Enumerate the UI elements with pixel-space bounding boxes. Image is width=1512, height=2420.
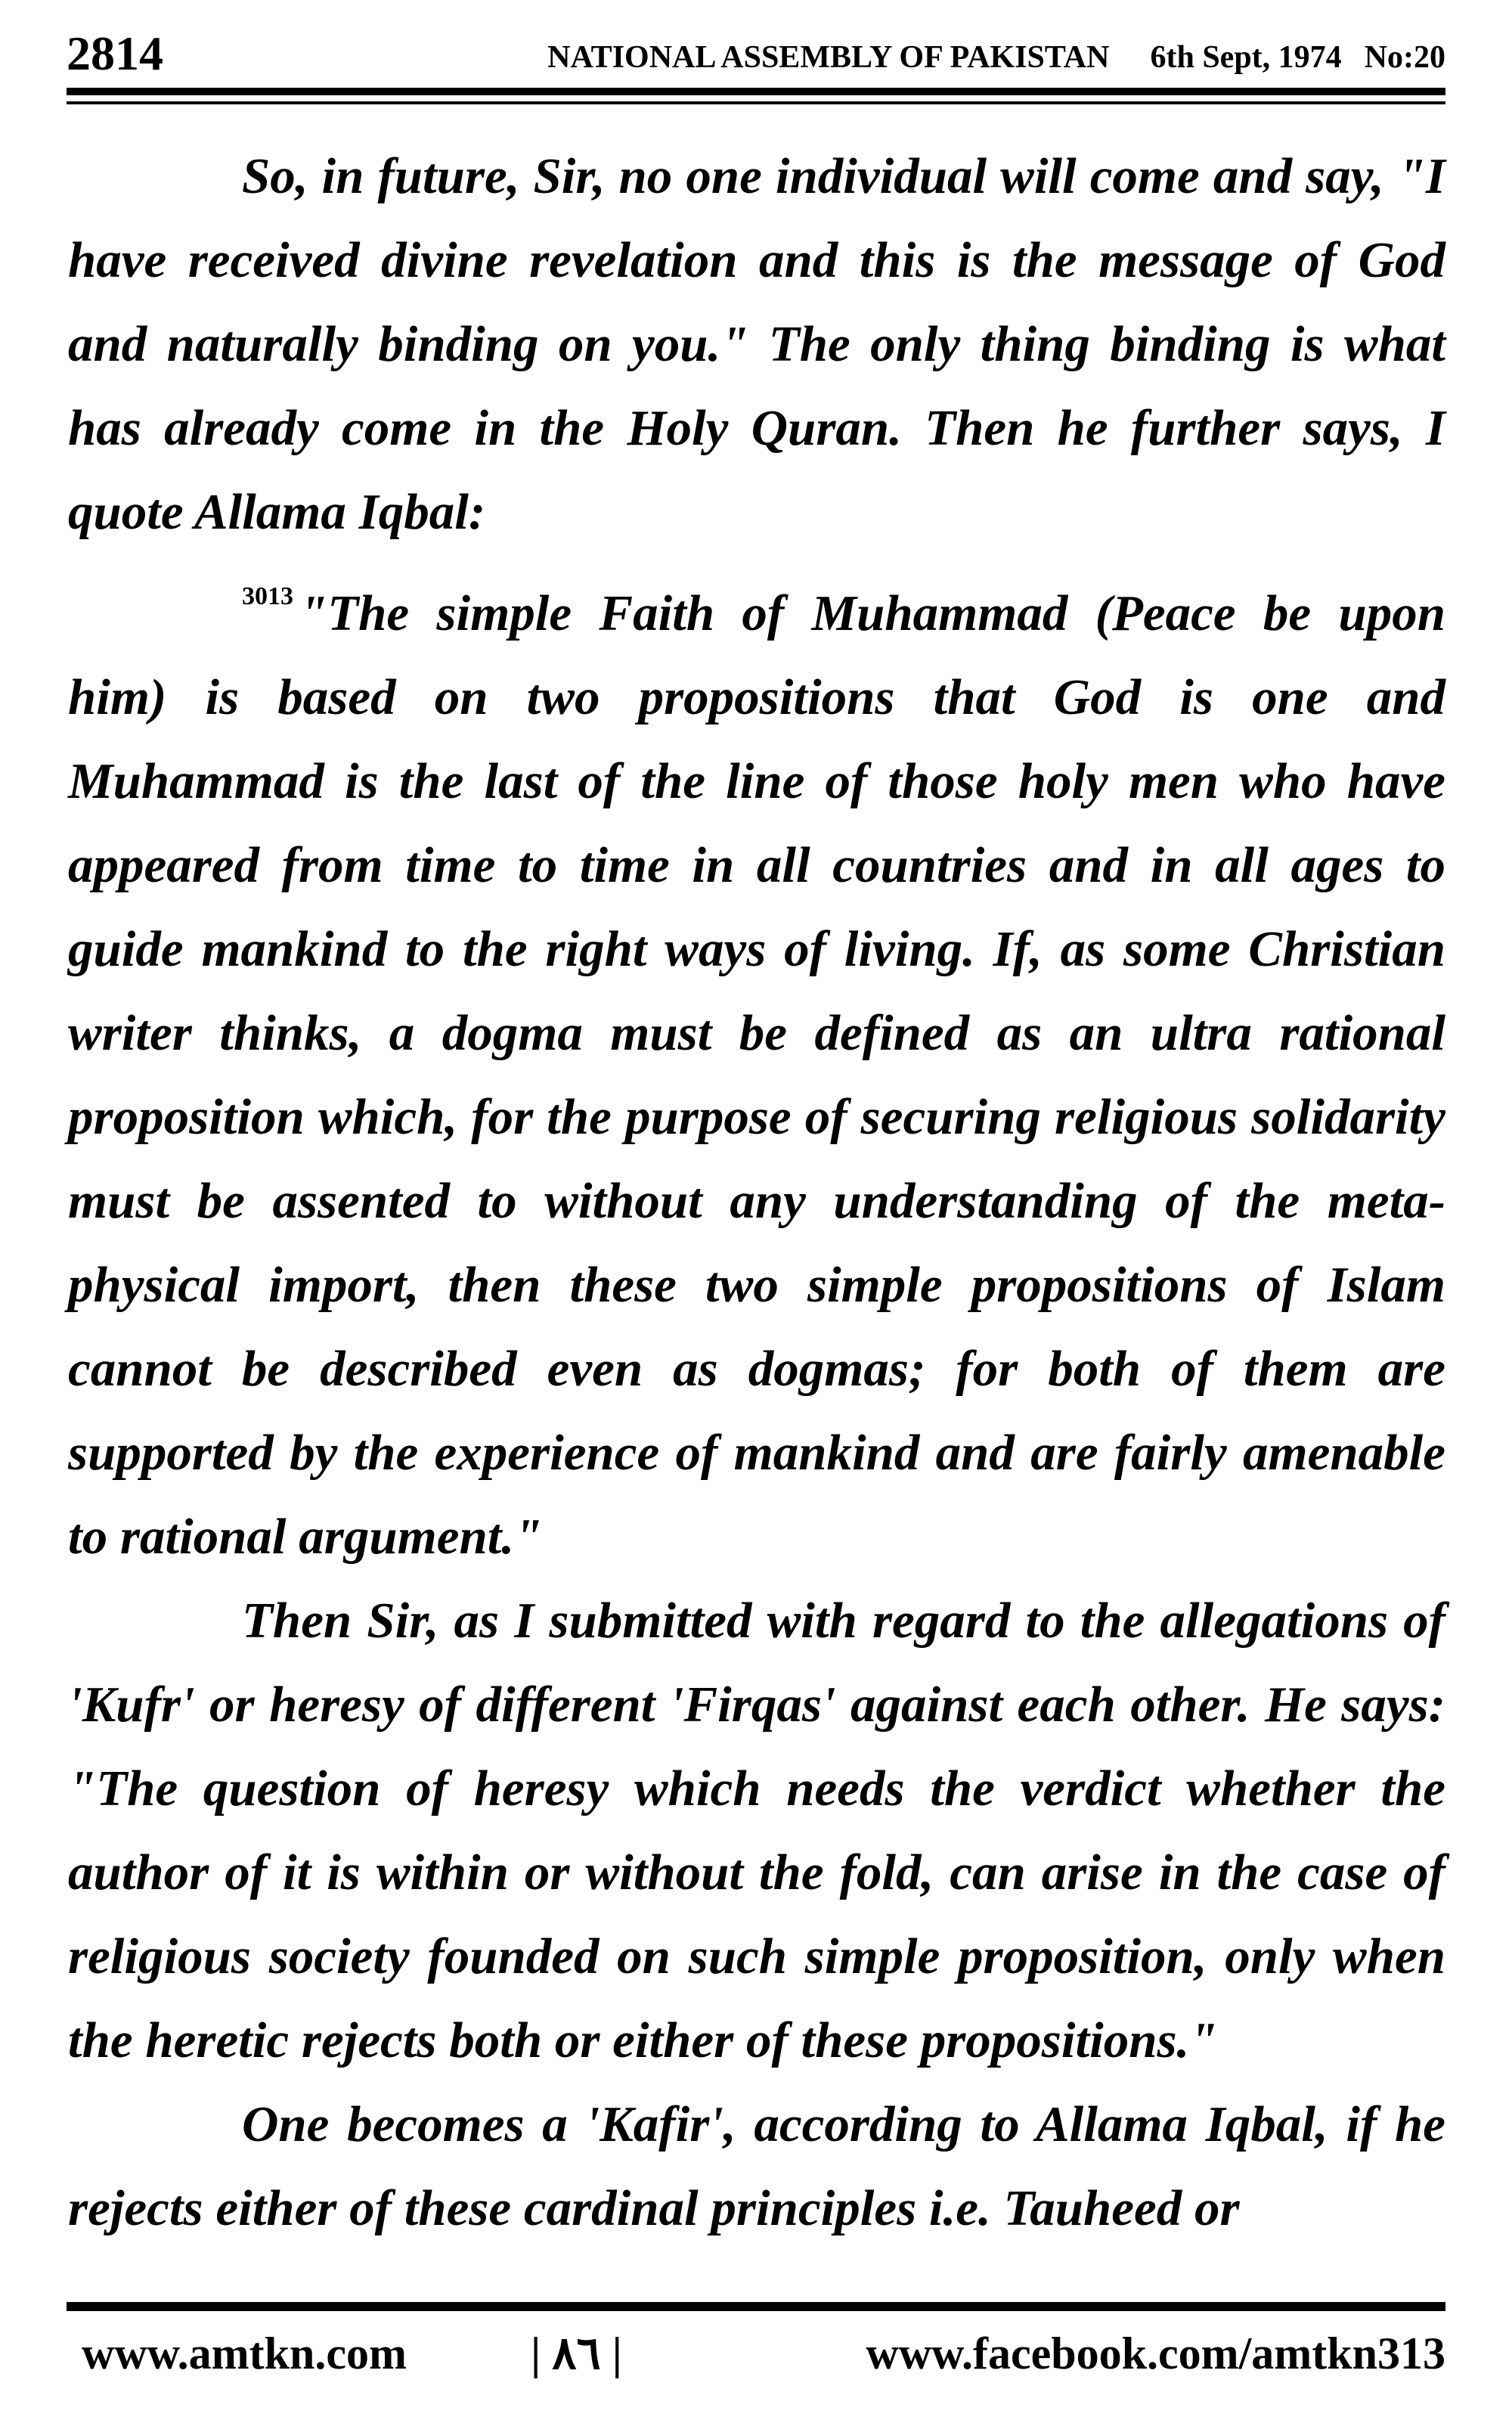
quote-text: "The simple Faith of Muhammad (Peace be upon him) is based on two propositions that God is one and Muhammad is the last of the line of those holy men who have appeared from time to time in all countries and in all ages to guide mankind to the right ways of living. If, as some Christian writer thinks, a dogma must be defined as an ultra rational proposition which, for the purpose of securing religious solidarity must be assented to without any understanding of the meta- physical import, then these two simple propositions of Islam cannot be described even as dogmas; for both of them are supported by the experience of mankind and are fairly amenable to rational argument." (68, 585, 1445, 1565)
session-date: 6th Sept, 1974 (1150, 40, 1342, 75)
website-link[interactable]: www.amtkn.com (82, 2328, 407, 2378)
facebook-link[interactable]: www.facebook.com/amtkn313 (866, 2328, 1445, 2378)
header-rule-thick (67, 88, 1445, 95)
footnote-reference: 3013 (242, 582, 293, 610)
paragraph-2-quote (68, 554, 1445, 1579)
publication-title: NATIONAL ASSEMBLY OF PAKISTAN (547, 40, 1110, 75)
paragraph-4: One becomes a 'Kafir', according to Allama Iqbal, if he rejects either of these cardinal principles i.e. Tauheed or (68, 2096, 1445, 2236)
page-number: 2814 (67, 26, 163, 80)
issue-number: No:20 (1364, 40, 1445, 75)
running-head (547, 35, 1445, 80)
page-body (68, 135, 1445, 2251)
page-header (67, 27, 1445, 80)
footer-page-mark: | ٨٦ | (531, 2328, 622, 2378)
footer-rule (67, 2302, 1445, 2311)
header-rule-thin (67, 101, 1445, 104)
page-footer (67, 2323, 1445, 2384)
paragraph-1: So, in future, Sir, no one individual will come and say, "I have received divine revelation and this is the message of God and naturally binding on you." The only thing binding is what has already come in the Holy Quran. Then he further says, I quote Allama Iqbal: (68, 148, 1445, 540)
paragraph-3: Then Sir, as I submitted with regard to the allegations of 'Kufr' or heresy of different 'Firqas' against each other. He says: "The question of heresy which needs the verdict whether the author of it is within or without the fold, can arise in the case of religious society founded on such simple proposition, only when the heretic rejects both or either of these propositions." (68, 1593, 1445, 2068)
